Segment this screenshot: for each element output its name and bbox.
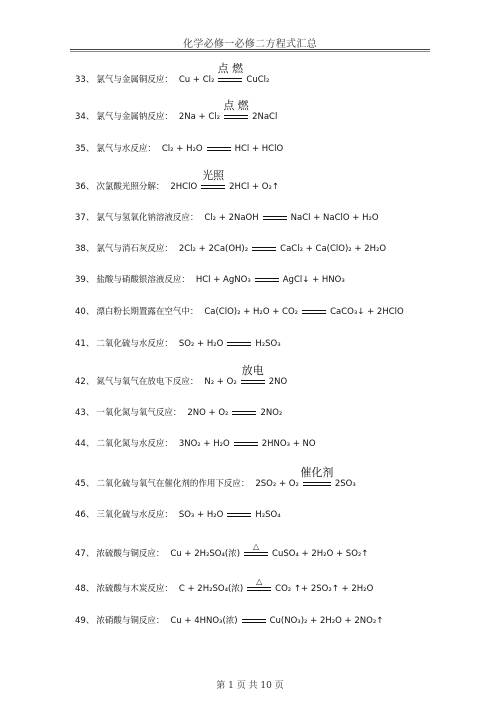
equation-reactants: Cl₂ + 2NaOH: [204, 213, 259, 223]
equation-products: 2NO₂: [260, 408, 283, 418]
equation-products: Cu(NO₃)₂ + 2H₂O + 2NO₂↑: [269, 616, 384, 626]
equation-row: [75, 273, 345, 285]
equation-row: [75, 541, 369, 559]
page-footer: 第 1 页 共 10 页: [216, 681, 284, 691]
equation-row: [75, 406, 282, 418]
equation-description: 漂白粉长期置露在空气中：: [96, 307, 199, 317]
equation-number: 37、: [75, 213, 95, 223]
reaction-equals-sign: [201, 168, 225, 190]
equation-products: 2HCl + O₂↑: [229, 182, 279, 192]
equation-row: [75, 98, 278, 122]
equation-reactants: Cu + 2H₂SO₄(浓): [170, 549, 241, 559]
equation-number: 35、: [75, 144, 95, 154]
equation-reactants: 2SO₂ + O₂: [255, 479, 299, 489]
equation-products: 2SO₃: [334, 479, 356, 489]
equation-products: CO₂ ↑+ 2SO₂↑ + 2H₂O: [275, 584, 374, 594]
equation-reactants: 2HClO: [170, 182, 198, 192]
equation-row: [75, 363, 288, 387]
equation-products: CaCO₃↓ + 2HClO: [330, 307, 404, 317]
equation-number: 36、: [75, 182, 95, 192]
reaction-equals-sign: [242, 618, 266, 624]
equation-reactants: HCl + AgNO₃: [195, 275, 251, 285]
equation-products: 2HNO₃ + NO: [261, 439, 316, 449]
reaction-equals-sign: [207, 146, 231, 152]
reaction-equals-sign: [302, 309, 326, 315]
reaction-equals-sign: [252, 246, 276, 252]
equation-number: 44、: [75, 439, 95, 449]
page-header: 化学必修一必修二方程式汇总: [183, 39, 317, 50]
reaction-equals-sign: [227, 341, 251, 347]
equation-reactants: 2NO + O₂: [187, 408, 229, 418]
equation-description: 二氧化硫与氧气在催化剂的作用下反应：: [96, 479, 250, 489]
equation-number: 42、: [75, 377, 95, 387]
equation-products: 2NaCl: [252, 112, 278, 122]
equation-description: 氮气与氧气在放电下反应：: [96, 377, 199, 387]
reaction-condition: △: [256, 576, 263, 586]
equation-number: 33、: [75, 75, 95, 85]
equation-reactants: Ca(ClO)₂ + H₂O + CO₂: [204, 307, 299, 317]
header-rule: [70, 49, 430, 50]
header-rule-secondary: [70, 51, 430, 52]
equation-number: 46、: [75, 510, 95, 520]
equation-reactants: SO₃ + H₂O: [178, 510, 224, 520]
equation-products: AgCl↓ + HNO₃: [282, 275, 345, 285]
equation-number: 43、: [75, 408, 95, 418]
equation-products: H₂SO₃: [255, 339, 281, 349]
equation-products: CuSO₄ + 2H₂O + SO₂↑: [272, 549, 369, 559]
equation-row: [75, 168, 279, 192]
equation-products: H₂SO₄: [255, 510, 281, 520]
equation-reactants: 2Na + Cl₂: [178, 112, 221, 122]
equation-row: [75, 508, 281, 520]
reaction-condition: 光照: [202, 168, 225, 182]
equation-number: 41、: [75, 339, 95, 349]
equation-description: 一氧化氮与氧气反应：: [96, 408, 182, 418]
equation-products: 2NO: [268, 377, 288, 387]
equation-row: [75, 242, 386, 254]
equation-number: 40、: [75, 307, 95, 317]
reaction-condition: △: [252, 541, 260, 551]
reaction-equals-sign: [223, 98, 249, 120]
reaction-equals-sign: [255, 277, 279, 283]
equation-description: 氯气与氢氧化钠溶液反应：: [96, 213, 199, 223]
equation-description: 次氯酸光照分解：: [96, 182, 165, 192]
equation-row: [75, 465, 356, 489]
equation-description: 二氧化氮与水反应：: [96, 439, 173, 449]
equation-number: 47、: [75, 549, 95, 559]
equation-description: 盐酸与硝酸银溶液反应：: [96, 275, 190, 285]
equation-description: 浓硝酸与铜反应：: [96, 616, 165, 626]
equation-row: [75, 337, 281, 349]
equation-reactants: 3NO₂ + H₂O: [178, 439, 230, 449]
equation-reactants: Cu + 4HNO₃(浓): [170, 616, 238, 626]
equation-reactants: Cl₂ + H₂O: [161, 144, 203, 154]
reaction-condition: 点 燃: [217, 61, 244, 75]
equation-reactants: Cu + Cl₂: [178, 75, 215, 85]
equation-number: 38、: [75, 244, 95, 254]
equation-row: [75, 576, 374, 594]
equation-description: 浓硫酸与铜反应：: [96, 549, 165, 559]
reaction-equals-sign: [234, 441, 258, 447]
equation-number: 34、: [75, 112, 95, 122]
equation-description: 浓硫酸与木炭反应：: [96, 584, 173, 594]
reaction-equals-sign: [217, 61, 244, 83]
equation-number: 39、: [75, 275, 95, 285]
equation-reactants: C + 2H₂SO₄(浓): [178, 584, 244, 594]
reaction-condition: 催化剂: [300, 465, 334, 479]
equation-products: CuCl₂: [246, 75, 270, 85]
equation-number: 49、: [75, 616, 95, 626]
equation-row: [75, 211, 379, 223]
equation-row: [75, 614, 383, 626]
equation-number: 45、: [75, 479, 95, 489]
equation-description: 三氧化硫与水反应：: [96, 510, 173, 520]
reaction-equals-sign: [300, 465, 334, 487]
equation-reactants: 2Cl₂ + 2Ca(OH)₂: [178, 244, 249, 254]
equation-description: 氯气与水反应：: [96, 144, 156, 154]
reaction-equals-sign: [247, 576, 271, 592]
equation-row: [75, 305, 404, 317]
reaction-equals-sign: [241, 363, 265, 385]
equation-products: NaCl + NaClO + H₂O: [290, 213, 379, 223]
reaction-equals-sign: [263, 215, 287, 221]
equation-products: CaCl₂ + Ca(ClO)₂ + 2H₂O: [280, 244, 387, 254]
equation-description: 二氧化硫与水反应：: [96, 339, 173, 349]
equation-description: 氯气与金属钠反应：: [96, 112, 173, 122]
equation-number: 48、: [75, 584, 95, 594]
reaction-equals-sign: [227, 512, 251, 518]
equation-description: 氯气与金属铜反应：: [96, 75, 173, 85]
reaction-condition: 点 燃: [223, 98, 249, 112]
equation-reactants: N₂ + O₂: [204, 377, 237, 387]
equation-products: HCl + HClO: [234, 144, 284, 154]
equation-row: [75, 61, 270, 85]
equation-row: [75, 142, 283, 154]
reaction-equals-sign: [244, 541, 268, 557]
reaction-equals-sign: [232, 410, 256, 416]
equation-row: [75, 437, 316, 449]
reaction-condition: 放电: [241, 363, 264, 377]
equation-description: 氯气与消石灰反应：: [96, 244, 173, 254]
equation-reactants: SO₂ + H₂O: [178, 339, 224, 349]
